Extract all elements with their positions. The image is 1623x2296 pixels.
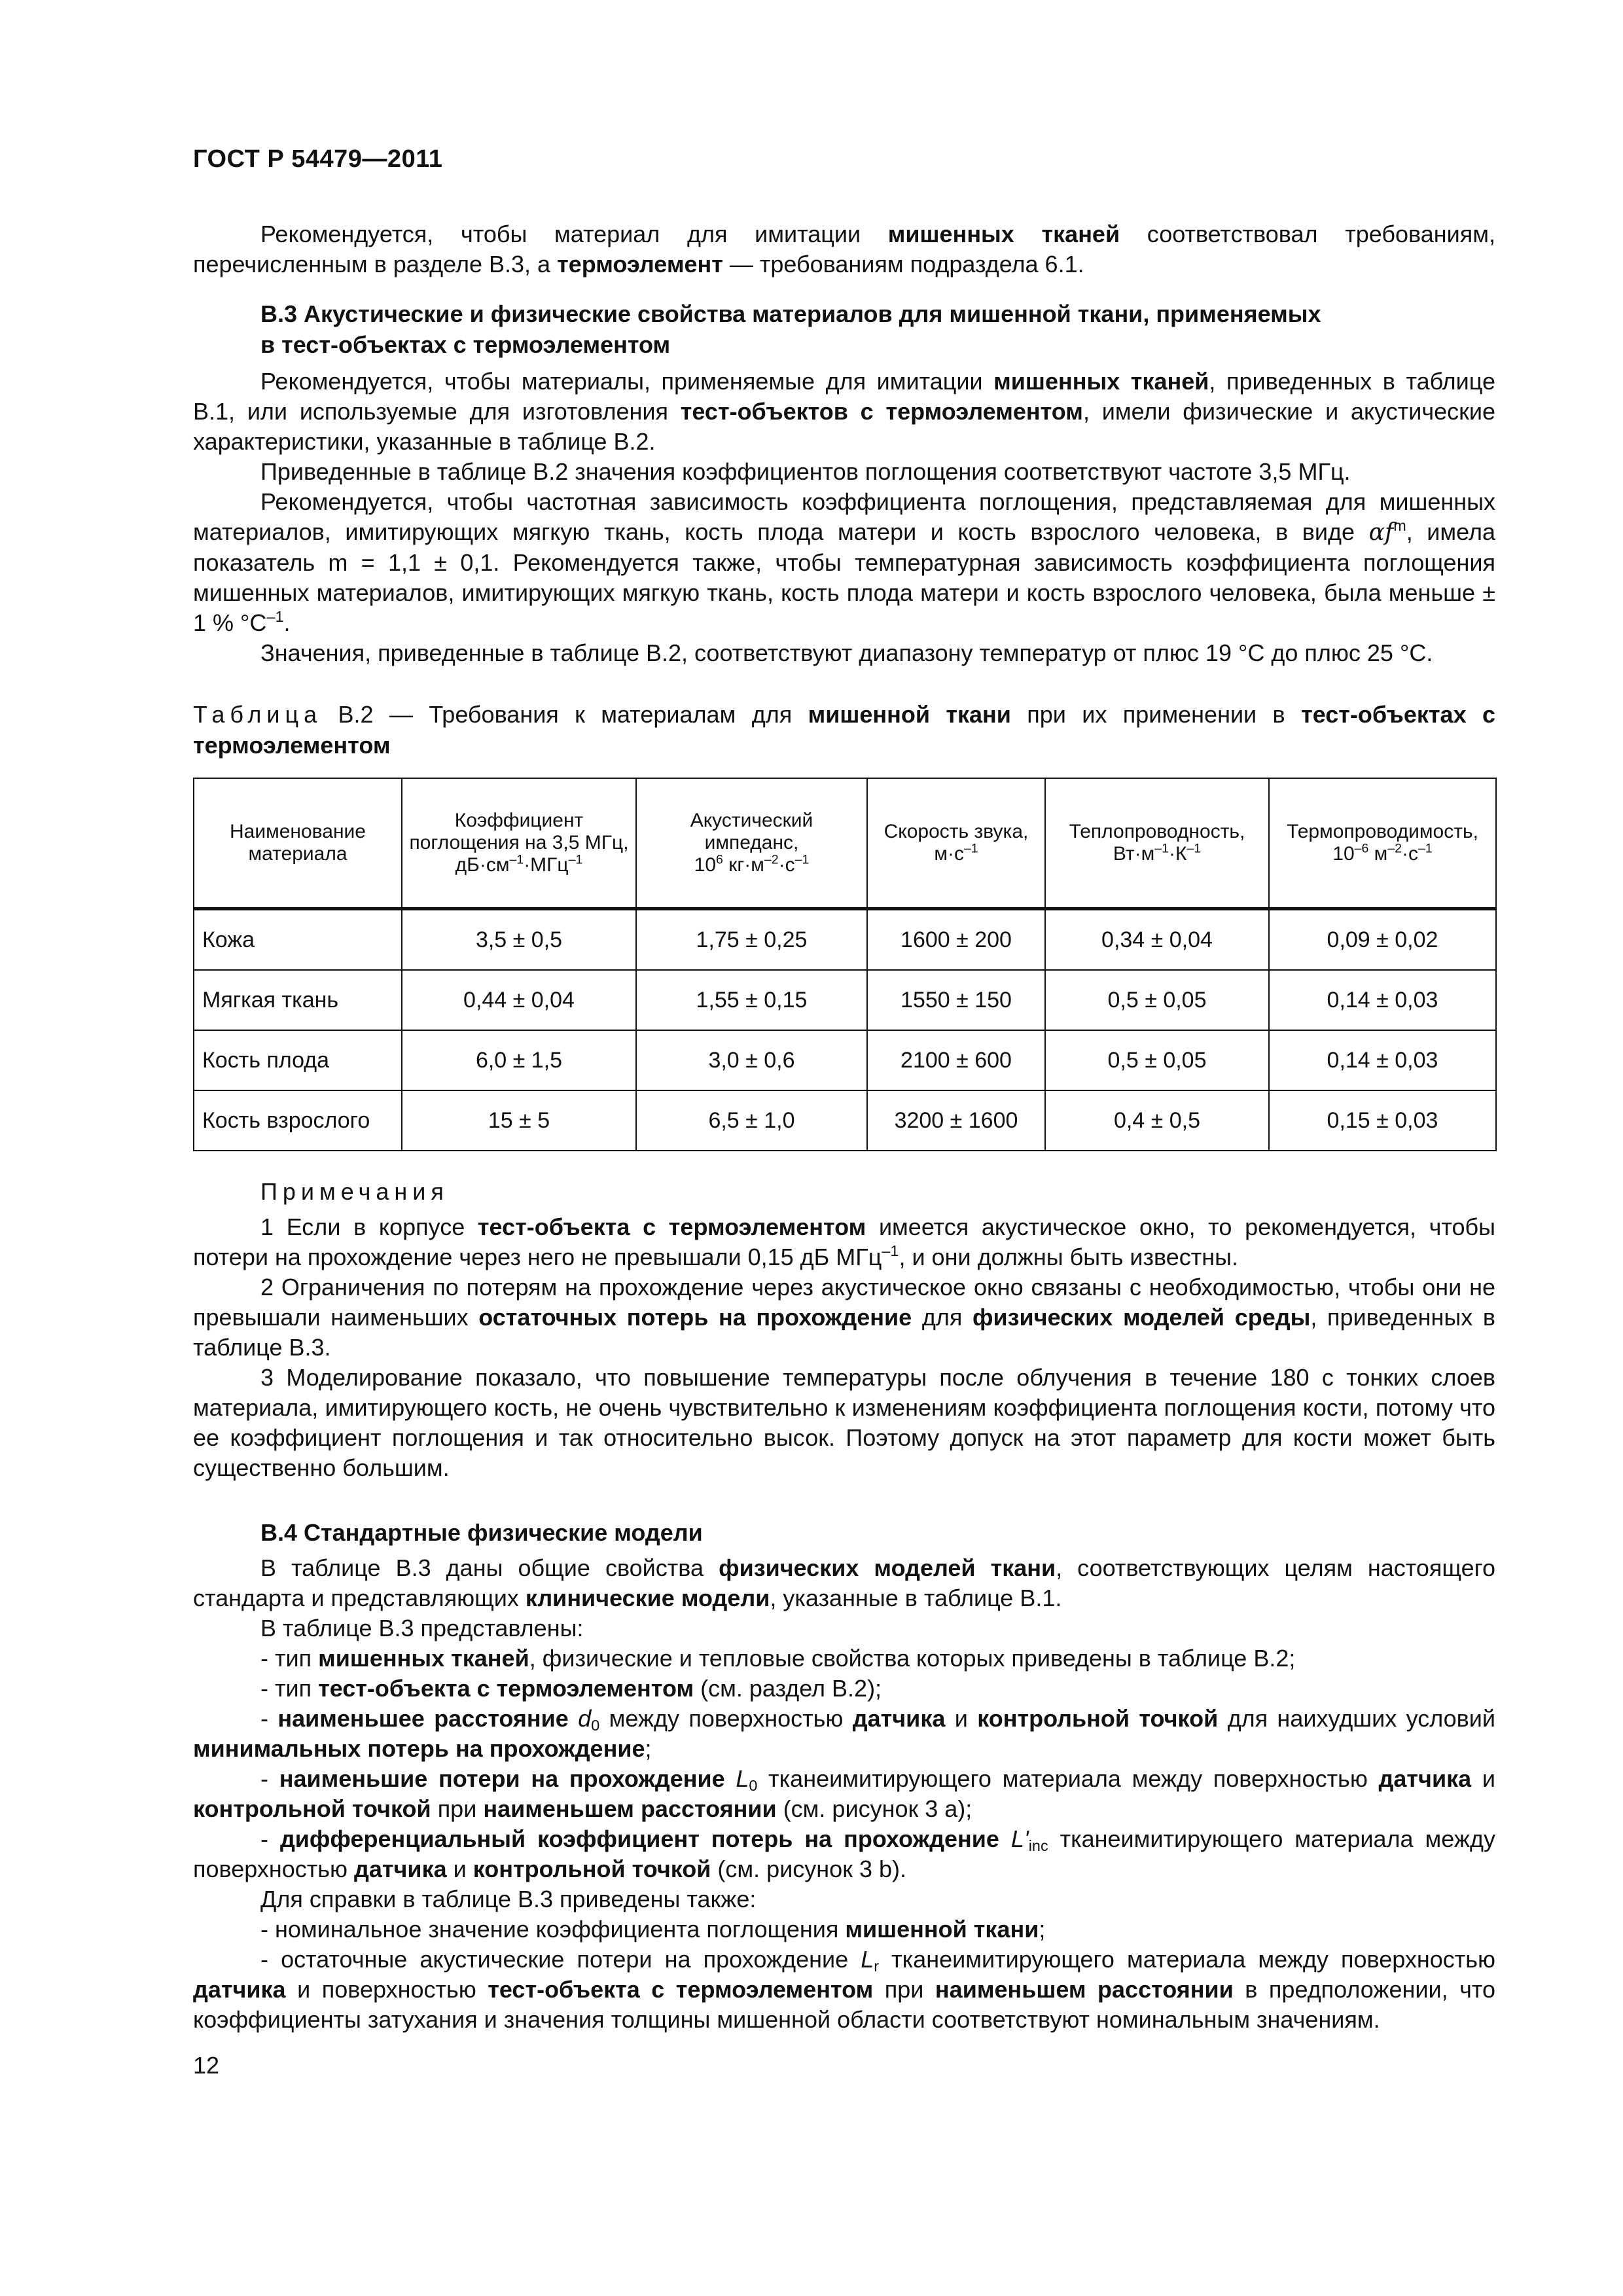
cell-conductivity: 0,5 ± 0,05: [1045, 970, 1269, 1030]
superscript: –1: [882, 1242, 899, 1259]
page-number: 12: [193, 2052, 220, 2079]
text: дБ·см: [455, 854, 510, 876]
header-material: Наименование материала: [194, 778, 402, 909]
text: Акустический импеданс,: [690, 810, 813, 853]
formula: αf: [1368, 519, 1394, 546]
cell-speed: 3200 ± 1600: [867, 1090, 1045, 1151]
cell-diffusivity: 0,09 ± 0,02: [1269, 909, 1496, 971]
text: [569, 1705, 578, 1732]
requirements-table: [193, 778, 1497, 1151]
text: Термопроводимость,: [1287, 821, 1478, 842]
term: контрольной точкой: [473, 1856, 711, 1882]
term: мишенных тканей: [887, 221, 1120, 247]
text: , имели физические и акустические характеристики, указанные в таблице В.2.: [193, 398, 1496, 455]
text: и: [446, 1856, 473, 1882]
text: тканеимитирующего материала между поверхностью: [757, 1765, 1379, 1792]
cell-absorption: 6,0 ± 1,5: [402, 1030, 636, 1090]
cell-absorption: 3,5 ± 0,5: [402, 909, 636, 971]
intro-paragraph: [193, 219, 1495, 279]
section-b4-body: [193, 1553, 1495, 2035]
cell-impedance: 1,55 ± 0,15: [636, 970, 867, 1030]
notes-block: [193, 1212, 1495, 1483]
text: ·К: [1168, 843, 1187, 865]
cell-speed: 1550 ± 150: [867, 970, 1045, 1030]
term: тест-объекта с термоэлементом: [318, 1675, 694, 1702]
superscript: –1: [794, 852, 810, 867]
term: контрольной точкой: [193, 1795, 431, 1822]
paragraph: Значения, приведенные в таблице В.2, соответствуют диапазону температур от плюс 19 °С до плюс 25 °С.: [260, 639, 1433, 666]
cell-speed: 2100 ± 600: [867, 1030, 1045, 1090]
text: .: [283, 609, 291, 636]
term: контрольной точкой: [977, 1705, 1219, 1732]
subscript: r: [874, 1957, 880, 1975]
header-impedance: [636, 778, 867, 909]
list-item: [193, 1643, 1495, 1674]
text: В таблице В.3 даны общие свойства: [260, 1554, 719, 1581]
symbol: L: [861, 1946, 874, 1973]
term: термоэлемент: [557, 251, 723, 278]
list-item: [193, 1914, 1495, 1945]
cell-impedance: 6,5 ± 1,0: [636, 1090, 867, 1151]
text: Скорость звука,: [883, 821, 1029, 842]
text: -: [260, 1825, 280, 1852]
table-caption: [193, 699, 1495, 761]
term: остаточных потерь на прохождение: [478, 1304, 912, 1331]
cell-diffusivity: 0,14 ± 0,03: [1269, 970, 1496, 1030]
superscript: –2: [764, 852, 779, 867]
text: 10: [1332, 843, 1355, 865]
term: тест-объекта с термоэлементом: [477, 1213, 866, 1240]
subscript: 0: [749, 1776, 758, 1794]
text: Рекомендуется, чтобы материалы, применяемые для имитации: [260, 368, 994, 395]
text: [725, 1765, 736, 1792]
cell-material: Кость плода: [194, 1030, 402, 1090]
text: 1 Если в корпусе: [260, 1213, 478, 1240]
term: датчика: [1378, 1765, 1472, 1792]
superscript: 6: [716, 852, 723, 867]
text: Вт·м: [1113, 843, 1155, 865]
text: В.2 — Требования к материалам для: [322, 701, 808, 728]
text: -: [260, 1765, 279, 1792]
table-row: [194, 1030, 1496, 1090]
list-item: [193, 1704, 1495, 1764]
term: наименьшем расстоянии: [483, 1795, 777, 1822]
text: при: [431, 1795, 484, 1822]
cell-conductivity: 0,34 ± 0,04: [1045, 909, 1269, 971]
paragraph: Для справки в таблице В.3 приведены также:: [260, 1886, 757, 1912]
term: наименьшее расстояние: [277, 1705, 569, 1732]
superscript: –1: [568, 852, 583, 867]
paragraph: [193, 487, 1495, 638]
text: [999, 1825, 1011, 1852]
header-diffusivity: [1269, 778, 1496, 909]
term: наименьшие потери на прохождение: [279, 1765, 725, 1792]
term: мишенной ткани: [845, 1916, 1039, 1943]
text: между поверхностью: [599, 1705, 853, 1732]
note-2: [193, 1272, 1495, 1363]
superscript: –1: [1186, 841, 1202, 856]
text: ·с: [778, 854, 795, 876]
text: , имела показатель m = 1,1 ± 0,1. Рекомендуется также, чтобы температурная зависимость коэффициента поглощения мишенных материалов, имитирующих мягкую ткань, кость плода матери и кость взрослого человека, была меньше ± 1 % °С: [193, 518, 1495, 636]
header-speed: [867, 778, 1045, 909]
text: в предположении, что коэффициенты затухания и значения толщины мишенной области соответствуют номинальным значениям.: [193, 1976, 1496, 2033]
caption-label: Таблица: [193, 701, 323, 728]
term: тест-объектах с термоэлементом: [193, 701, 1495, 759]
term: датчика: [852, 1705, 946, 1732]
superscript: –1: [1418, 841, 1433, 856]
document-header: ГОСТ Р 54479—2011: [193, 145, 443, 173]
text: - тип: [260, 1675, 319, 1702]
superscript: m: [1393, 516, 1406, 534]
list-item: [193, 1674, 1495, 1704]
term: тест-объектов с термоэлементом: [680, 398, 1083, 425]
text: кг·м: [722, 854, 764, 876]
header-conductivity: [1045, 778, 1269, 909]
text: при: [873, 1976, 935, 2003]
text: (см. рисунок 3 а);: [776, 1795, 972, 1822]
note-1: [193, 1212, 1495, 1272]
subscript: inc: [1028, 1837, 1048, 1854]
superscript: –2: [1387, 841, 1402, 856]
paragraph: [193, 1553, 1495, 1613]
text: - номинальное значение коэффициента поглощения: [260, 1916, 846, 1943]
cell-impedance: 1,75 ± 0,25: [636, 909, 867, 971]
text: Теплопроводность,: [1069, 821, 1245, 842]
paragraph: Приведенные в таблице В.2 значения коэффициентов поглощения соответствуют частоте 3,5 МГц.: [260, 458, 1351, 485]
superscript: –1: [963, 841, 978, 856]
list-item: [193, 1824, 1495, 1884]
term: мишенных тканей: [318, 1645, 529, 1672]
text: соответствовал требованиям, перечисленным в разделе В.3, а: [193, 221, 1495, 278]
list-item: [193, 1945, 1495, 2035]
text: , физические и тепловые свойства которых приведены в таблице В.2;: [529, 1645, 1296, 1672]
symbol: d: [578, 1705, 592, 1732]
section-b3-title: [260, 298, 1465, 360]
text: м: [1368, 843, 1388, 865]
section-title-line: в тест-объектах с термоэлементом: [260, 331, 671, 358]
paragraph: В таблице В.3 представлены:: [260, 1615, 584, 1641]
text: (см. рисунок 3 b).: [711, 1856, 906, 1882]
term: наименьшем расстоянии: [935, 1976, 1234, 2003]
text: 10: [694, 854, 717, 876]
table-header-row: [194, 778, 1496, 909]
cell-impedance: 3,0 ± 0,6: [636, 1030, 867, 1090]
text: ;: [1039, 1916, 1046, 1943]
term: датчика: [354, 1856, 447, 1882]
cell-speed: 1600 ± 200: [867, 909, 1045, 971]
text: и: [1471, 1765, 1495, 1792]
cell-diffusivity: 0,14 ± 0,03: [1269, 1030, 1496, 1090]
notes-title: Примечания: [260, 1178, 449, 1205]
paragraph: [193, 367, 1495, 457]
cell-material: Кость взрослого: [194, 1090, 402, 1151]
text: , и они должны быть известны.: [899, 1244, 1238, 1270]
text: м·с: [934, 843, 964, 865]
term: мишенной ткани: [808, 701, 1011, 728]
table-row: [194, 1090, 1496, 1151]
section-title-line: В.3 Акустические и физические свойства материалов для мишенной ткани, применяемых: [260, 300, 1321, 327]
text: , соответствующих целям настоящего стандарта и представляющих: [193, 1554, 1495, 1611]
cell-conductivity: 0,5 ± 0,05: [1045, 1030, 1269, 1090]
cell-diffusivity: 0,15 ± 0,03: [1269, 1090, 1496, 1151]
cell-conductivity: 0,4 ± 0,5: [1045, 1090, 1269, 1151]
cell-material: Кожа: [194, 909, 402, 971]
text: при их применении в: [1010, 701, 1302, 728]
text: Коэффициент поглощения на 3,5 МГц,: [409, 810, 629, 853]
text: Рекомендуется, чтобы частотная зависимость коэффициента поглощения, представляемая для мишенных материалов, имитирующих мягкую ткань, кость плода матери и кость взрослого человека, в виде: [193, 488, 1495, 545]
note-3: 3 Моделирование показало, что повышение температуры после облучения в течение 180 с тонких слоев материала, имитирующего кость, не очень чувствительно к изменениям коэффициента поглощения кости, потому что ее коэффициент поглощения и так относительно высок. Поэтому допуск на этот параметр для кости может быть существенно большим.: [193, 1364, 1495, 1481]
superscript: –6: [1354, 841, 1369, 856]
symbol: L: [736, 1765, 749, 1792]
text: -: [260, 1705, 278, 1732]
term: клинические модели: [525, 1585, 770, 1611]
superscript: –1: [509, 852, 524, 867]
term: минимальных потерь на прохождение: [193, 1735, 645, 1762]
term: дифференциальный коэффициент потерь на прохождение: [279, 1825, 999, 1852]
section-b4-title: В.4 Стандартные физические модели: [260, 1519, 703, 1546]
symbol: L': [1010, 1825, 1029, 1852]
text: для наихудших условий: [1218, 1705, 1495, 1732]
table-row: [194, 970, 1496, 1030]
section-b3-body: [193, 367, 1495, 668]
cell-absorption: 15 ± 5: [402, 1090, 636, 1151]
superscript: –1: [266, 607, 284, 625]
term: тест-объекта с термоэлементом: [488, 1976, 874, 2003]
text: имеется акустическое окно, то рекомендуется, чтобы потери на прохождение через него не превышали 0,15 дБ МГц: [193, 1213, 1495, 1270]
text: ·с: [1402, 843, 1419, 865]
intro-block: [193, 219, 1495, 279]
subscript: 0: [591, 1716, 600, 1734]
text: ·МГц: [524, 854, 569, 876]
text: Рекомендуется, чтобы материал для имитации: [260, 221, 888, 247]
text: (см. раздел В.2);: [694, 1675, 882, 1702]
text: и: [945, 1705, 978, 1732]
term: мишенных тканей: [993, 368, 1209, 395]
term: физических моделей ткани: [719, 1554, 1056, 1581]
superscript: –1: [1154, 841, 1169, 856]
text: тканеимитирующего материала между поверхностью: [193, 1825, 1495, 1882]
term: физических моделей среды: [972, 1304, 1311, 1331]
text: — требованиям подраздела 6.1.: [722, 251, 1084, 278]
cell-absorption: 0,44 ± 0,04: [402, 970, 636, 1030]
text: и поверхностью: [285, 1976, 488, 2003]
text: , приведенных в таблице В.1, или используемые для изготовления: [193, 368, 1495, 425]
header-absorption: [402, 778, 636, 909]
text: , указанные в таблице В.1.: [770, 1585, 1062, 1611]
text: 2 Ограничения по потерям на прохождение через акустическое окно связаны с необходимостью, чтобы они не превышали наименьших: [193, 1274, 1495, 1331]
text: - тип: [260, 1645, 319, 1672]
table-row: [194, 909, 1496, 971]
list-item: [193, 1764, 1495, 1824]
text: тканеимитирующего материала между поверхностью: [879, 1946, 1496, 1973]
text: для: [912, 1304, 973, 1331]
text: ;: [645, 1735, 652, 1762]
cell-material: Мягкая ткань: [194, 970, 402, 1030]
text: - остаточные акустические потери на прохождение: [260, 1946, 861, 1973]
text: , приведенных в таблице В.3.: [193, 1304, 1495, 1361]
term: датчика: [193, 1976, 286, 2003]
